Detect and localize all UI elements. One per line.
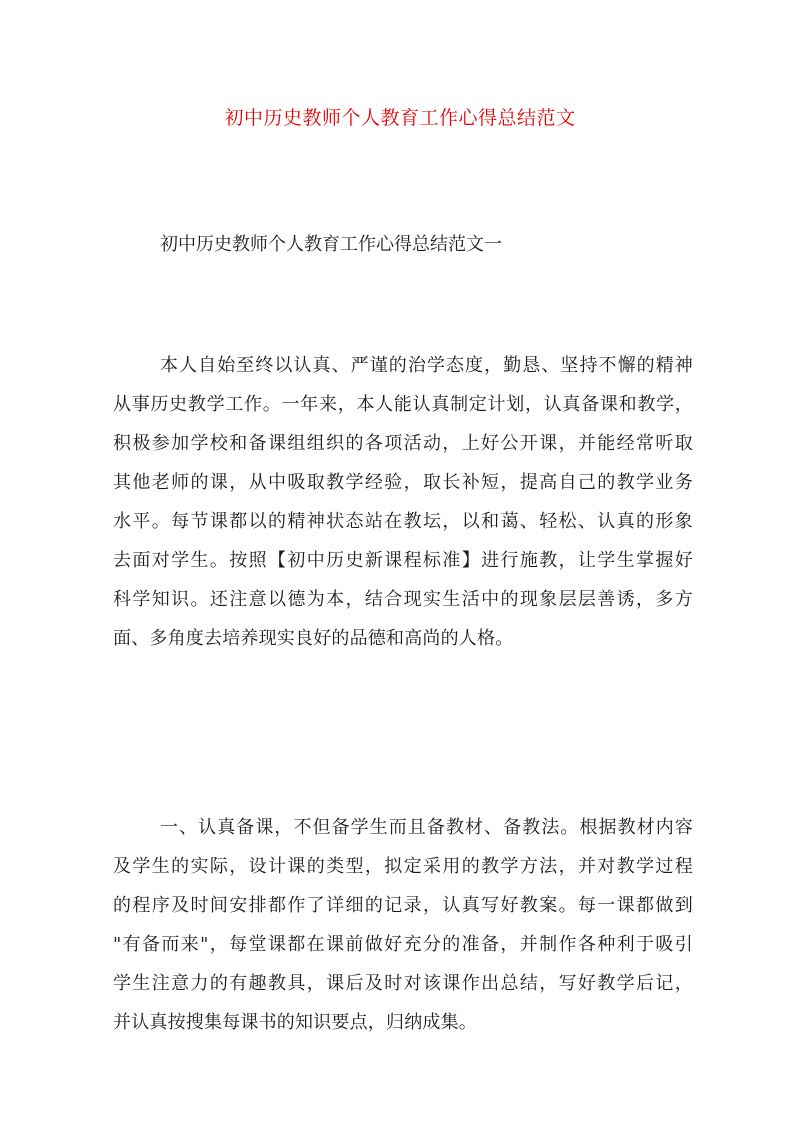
paragraph-line: "有备而来"，每堂课都在课前做好充分的准备，并制作各种利于吸引 [113,934,693,955]
paragraph-line: 水平。每节课都以的精神状态站在教坛，以和蔼、轻松、认真的形象 [113,511,693,532]
paragraph-line: 从事历史教学工作。一年来，本人能认真制定计划，认真备课和教学， [113,394,693,415]
paragraph-intro [113,346,693,658]
paragraph-line: 面、多角度去培养现实良好的品德和高尚的人格。 [113,628,514,649]
paragraph-line: 科学知识。还注意以德为本，结合现实生活中的现象层层善诱，多方 [113,589,693,610]
document-title: 初中历史教师个人教育工作心得总结范文 [224,107,576,129]
paragraph-line: 其他老师的课，从中吸取教学经验，取长补短，提高自己的教学业务 [113,472,693,493]
paragraph-line: 本人自始至终以认真、严谨的治学态度，勤恳、坚持不懈的精神 [160,355,693,376]
paragraph-line: 的程序及时间安排都作了详细的记录，认真写好教案。每一课都做到 [113,895,693,916]
paragraph-line: 及学生的实际，设计课的类型，拟定采用的教学方法，并对教学过程 [113,856,693,877]
paragraph-line: 并认真按搜集每课书的知识要点，归纳成集。 [113,1012,477,1033]
section-subtitle: 初中历史教师个人教育工作心得总结范文一 [160,234,502,255]
paragraph-line: 一、认真备课，不但备学生而且备教材、备教法。根据教材内容 [160,817,693,838]
paragraph-lesson-prep [113,808,693,1042]
paragraph-line: 去面对学生。按照【初中历史新课程标准】进行施教，让学生掌握好 [113,550,693,571]
paragraph-line: 积极参加学校和备课组组织的各项活动，上好公开课，并能经常听取 [113,433,693,454]
paragraph-line: 学生注意力的有趣教具，课后及时对该课作出总结，写好教学后记， [113,973,693,994]
